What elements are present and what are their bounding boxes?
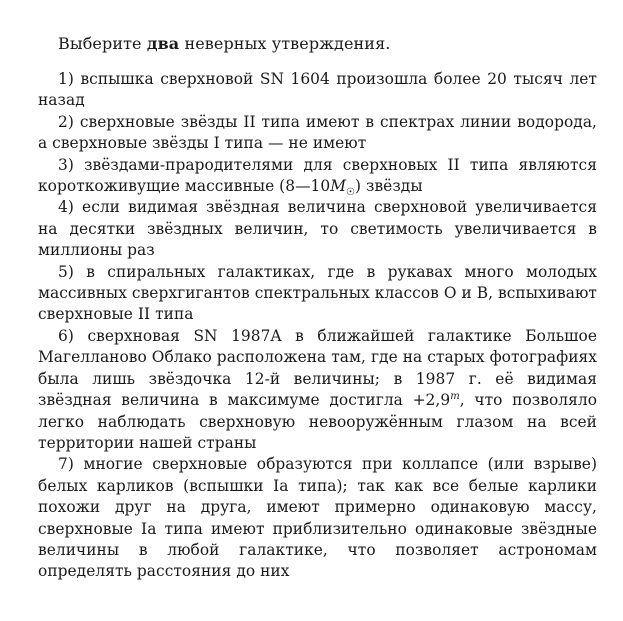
statement-number: 2) xyxy=(58,112,74,131)
statement-number: 5) xyxy=(58,262,74,281)
statement-text: вспышка сверхновой SN 1604 произошла более 20 тысяч лет назад xyxy=(38,70,597,110)
statement-2 xyxy=(38,112,597,155)
task-suffix: неверных утверждения. xyxy=(184,34,391,53)
statement-7 xyxy=(38,454,597,582)
statement-4 xyxy=(38,197,597,261)
statement-text-end: ) звёзды xyxy=(355,177,423,196)
solar-mass-symbol: M xyxy=(330,177,347,196)
statement-1 xyxy=(38,69,597,112)
task-emphasis: два xyxy=(146,34,180,53)
statement-number: 4) xyxy=(58,198,74,217)
statement-text: если видимая звёздная величина сверхновой увеличивается на десятки звёздных величин, то светимость увеличивается в миллионы раз xyxy=(38,198,597,260)
solar-mass-subscript: ☉ xyxy=(346,187,356,199)
statement-text: многие сверхновые образуются при коллапсе (или взрыве) белых карликов (вспышки Ia типа); так как все белые карлики похожи друг на друга, имеют примерно одинаковую массу, сверхновые Ia типа имеют приблизительно одинаковые звёздные величины в любой галактике, что позволяет астрономам определять расстояния до них xyxy=(38,455,598,581)
task-prefix: Выберите xyxy=(58,34,142,53)
statement-3 xyxy=(38,155,597,198)
statement-number: 1) xyxy=(58,70,74,88)
task-statement xyxy=(58,34,597,54)
statement-number: 7) xyxy=(58,455,74,474)
statement-6 xyxy=(38,326,597,454)
statement-text: сверхновая SN 1987A в ближайшей галактике Большое Магелланово Облако расположена там, где на старых фотографиях была лишь звёздочка 12-й величины; в 1987 г. её видимая звёздная величина в максимуме достигла +2,9 xyxy=(38,326,597,410)
statement-5 xyxy=(38,262,597,326)
statement-number: 6) xyxy=(58,326,74,345)
statement-text-end: , что позволяло легко наблюдать сверхновую невооружённым глазом на всей территории нашей страны xyxy=(38,391,598,452)
statement-text: в спиральных галактиках, где в рукавах много молодых массивных сверхгигантов спектральных классов O и B, вспыхивают сверхновые II типа xyxy=(38,262,597,324)
statement-text: сверхновые звёзды II типа имеют в спектрах линии водорода, а сверхновые звёзды I типа — не имеют xyxy=(38,112,597,153)
statement-number: 3) xyxy=(58,155,74,174)
magnitude-superscript: m xyxy=(450,390,460,402)
statement-text: звёздами-прародителями для сверхновых II типа являются короткоживущие массивные (8—10 xyxy=(38,155,597,196)
